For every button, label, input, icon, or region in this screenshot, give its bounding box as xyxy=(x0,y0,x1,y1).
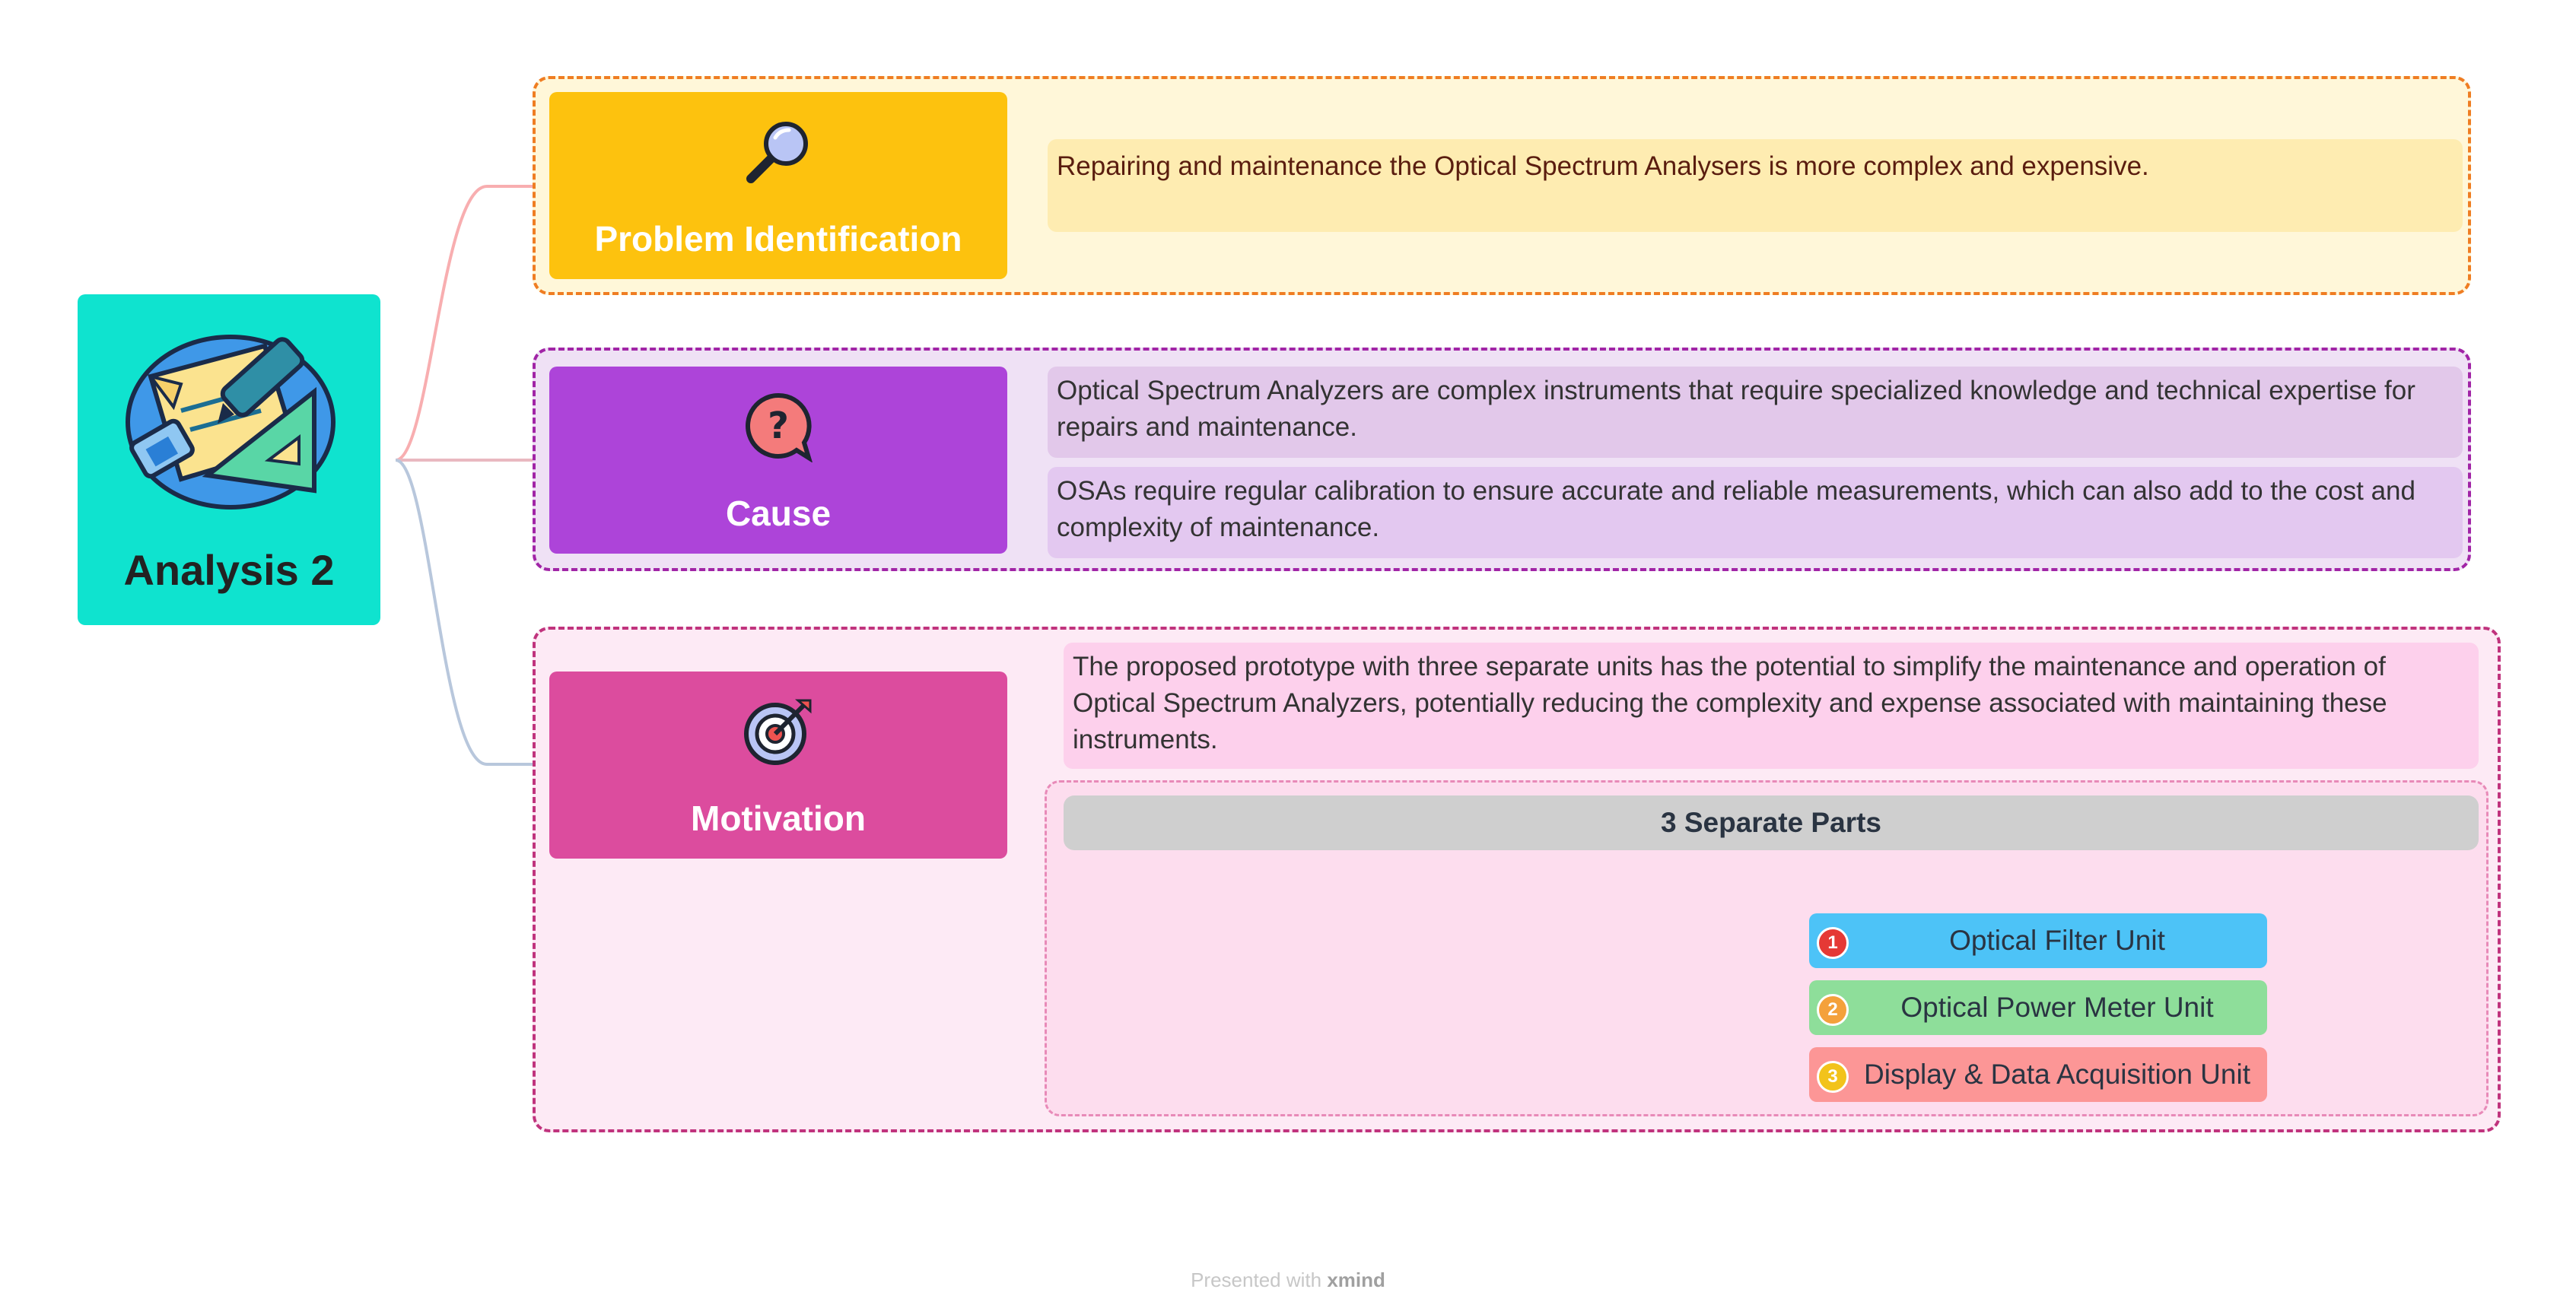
unit-label: Display & Data Acquisition Unit xyxy=(1864,1059,2250,1090)
number-badge: 3 xyxy=(1817,1061,1849,1093)
topic-cause[interactable] xyxy=(549,367,1007,554)
svg-text:?: ? xyxy=(768,405,789,447)
magnifier-icon xyxy=(742,115,815,188)
footer-brand: xmind xyxy=(1327,1268,1385,1291)
number-badge: 1 xyxy=(1817,927,1849,959)
topic-motivation[interactable] xyxy=(549,672,1007,859)
topic-label: Cause xyxy=(725,494,832,533)
connector-root-problem xyxy=(396,186,549,460)
number-badge: 2 xyxy=(1817,994,1849,1026)
unit-label: Optical Power Meter Unit xyxy=(1900,992,2214,1023)
unit-optical-power-meter[interactable] xyxy=(1809,980,2267,1035)
root-topic[interactable] xyxy=(78,294,380,625)
root-title: Analysis 2 xyxy=(123,546,335,594)
note-cause-expertise[interactable]: Optical Spectrum Analyzers are complex instruments that require specialized knowledge and technical expertise for repairs and maintenance. xyxy=(1048,367,2463,458)
question-bubble-icon xyxy=(742,389,815,462)
note-motivation[interactable]: The proposed prototype with three separate units has the potential to simplify the maintenance and operation of Optical Spectrum Analyzers, potentially reducing the complexity and expense associated with maintaining these instruments. xyxy=(1064,643,2479,769)
target-icon xyxy=(742,694,815,767)
connector-root-motivation xyxy=(396,460,549,764)
topic-problem-identification[interactable] xyxy=(549,92,1007,279)
topic-label: Problem Identification xyxy=(594,219,962,259)
unit-display-data-acquisition[interactable] xyxy=(1809,1047,2267,1102)
parts-header[interactable]: 3 Separate Parts xyxy=(1064,795,2479,850)
drafting-tools-icon xyxy=(120,316,341,513)
note-problem[interactable]: Repairing and maintenance the Optical Spectrum Analysers is more complex and expensive. xyxy=(1048,139,2463,232)
note-cause-calibration[interactable]: OSAs require regular calibration to ensure accurate and reliable measurements, which can also add to the cost and complexity of maintenance. xyxy=(1048,467,2463,558)
footer-credit[interactable] xyxy=(0,1268,2576,1292)
unit-optical-filter[interactable] xyxy=(1809,913,2267,968)
topic-label: Motivation xyxy=(691,799,866,838)
unit-label: Optical Filter Unit xyxy=(1949,925,2165,956)
footer-prefix: Presented with xyxy=(1191,1268,1328,1291)
